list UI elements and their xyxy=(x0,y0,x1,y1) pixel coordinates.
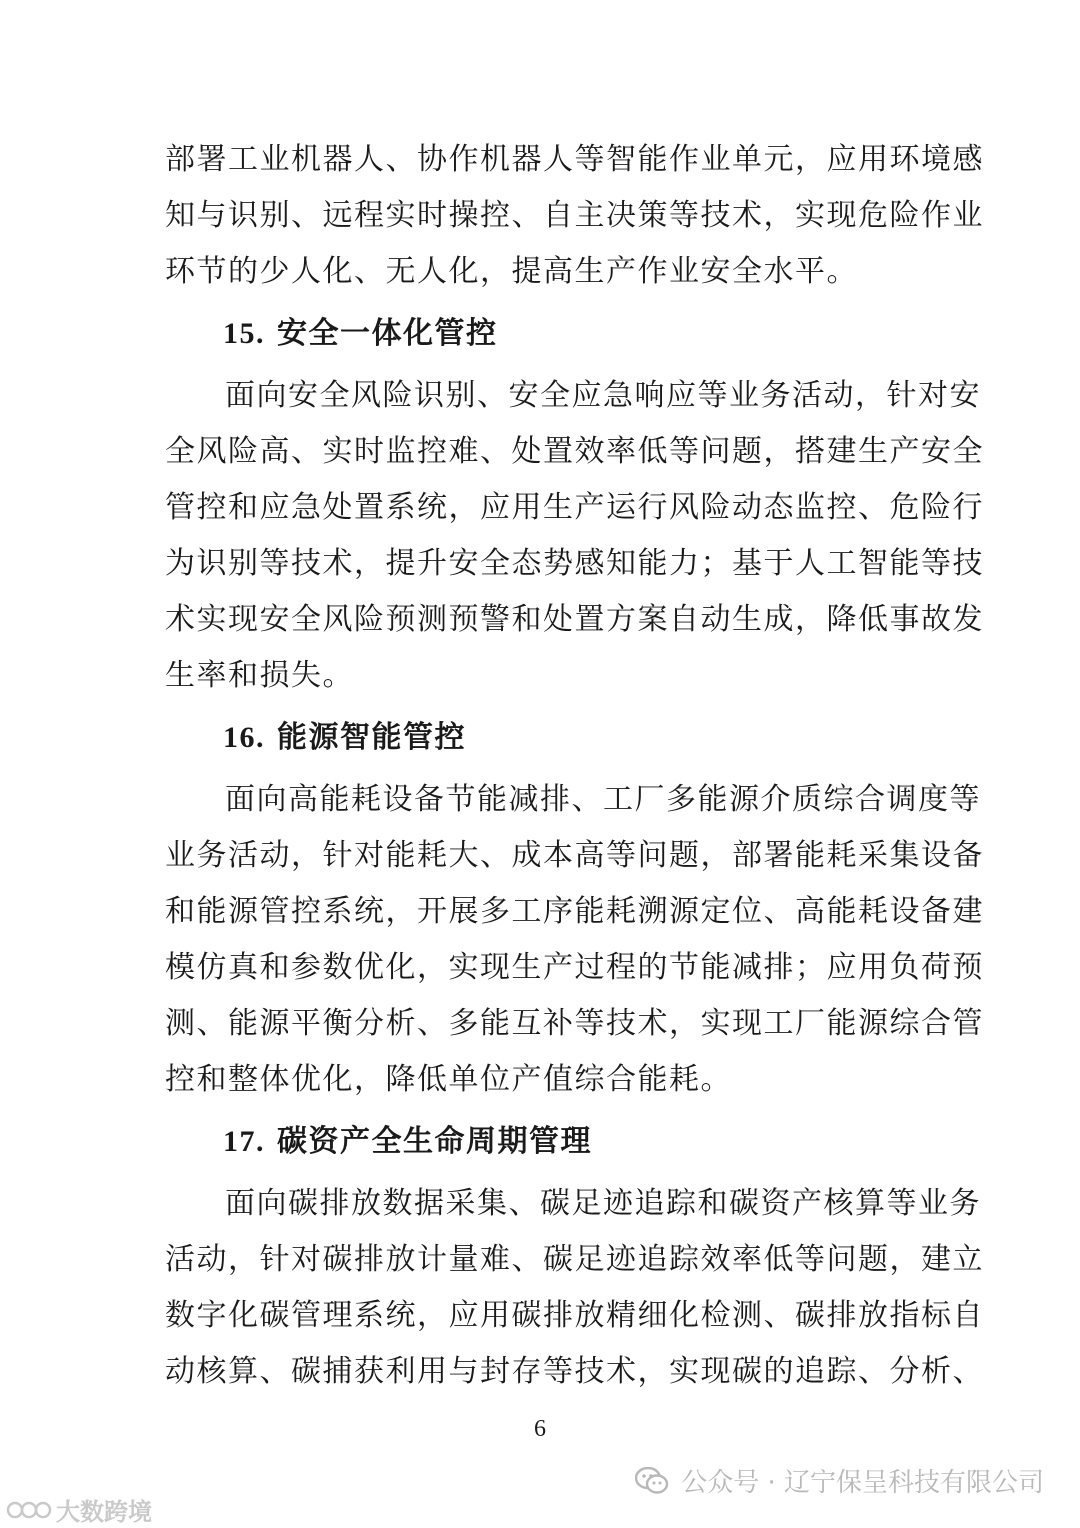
section-16-line-6: 控和整体优化，降低单位产值综合能耗。 xyxy=(165,1062,732,1097)
document-body xyxy=(165,132,984,1400)
section-15-heading xyxy=(165,306,917,362)
intro-line-3: 环节的少人化、无人化，提高生产作业安全水平。 xyxy=(165,254,858,289)
section-16-line-2: 业务活动，针对能耗大、成本高等问题，部署能耗采集设备 xyxy=(165,838,984,873)
section-15-line-3: 管控和应急处置系统，应用生产运行风险动态监控、危险行 xyxy=(165,490,984,525)
section-17-number: 17. xyxy=(223,1125,265,1158)
section-16-title: 能源智能管控 xyxy=(277,720,466,755)
section-17-title: 碳资产全生命周期管理 xyxy=(277,1124,592,1159)
intro-line-2: 知与识别、远程实时操控、自主决策等技术，实现危险作业 xyxy=(165,198,984,233)
watermark xyxy=(635,1462,1044,1499)
section-16-line-3: 和能源管控系统，开展多工序能耗溯源定位、高能耗设备建 xyxy=(165,894,984,929)
page-number: 6 xyxy=(534,1416,546,1442)
section-16-line-4: 模仿真和参数优化，实现生产过程的节能减排；应用负荷预 xyxy=(165,950,984,985)
section-16-line-5: 测、能源平衡分析、多能互补等技术，实现工厂能源综合管 xyxy=(165,1006,984,1041)
section-16-line-1: 面向高能耗设备节能减排、工厂多能源介质综合调度等 xyxy=(225,782,981,817)
section-15-title: 安全一体化管控 xyxy=(277,316,498,351)
section-17-line-3: 数字化碳管理系统，应用碳排放精细化检测、碳排放指标自 xyxy=(165,1298,984,1333)
section-17-line-2: 活动，针对碳排放计量难、碳足迹追踪效率低等问题，建立 xyxy=(165,1242,984,1277)
brand-logo-icon xyxy=(6,1498,52,1522)
intro-line-1: 部署工业机器人、协作机器人等智能作业单元，应用环境感 xyxy=(165,142,984,177)
section-17-line-1: 面向碳排放数据采集、碳足迹追踪和碳资产核算等业务 xyxy=(225,1186,981,1221)
section-17-heading xyxy=(165,1114,917,1170)
section-16-heading xyxy=(165,710,917,766)
corner-mark-text: 大数跨境 xyxy=(56,1498,152,1526)
section-17-line-4: 动核算、碳捕获利用与封存等技术，实现碳的追踪、分析、 xyxy=(165,1354,984,1389)
section-15-line-1: 面向安全风险识别、安全应急响应等业务活动，针对安 xyxy=(225,378,981,413)
watermark-text: 公众号 · 辽宁保呈科技有限公司 xyxy=(681,1468,1044,1498)
section-15-line-4: 为识别等技术，提升安全态势感知能力；基于人工智能等技 xyxy=(165,546,984,581)
section-15-line-6: 生率和损失。 xyxy=(165,658,354,693)
wechat-icon xyxy=(635,1467,669,1495)
section-15-line-5: 术实现安全风险预测预警和处置方案自动生成，降低事故发 xyxy=(165,602,984,637)
section-16-number: 16. xyxy=(223,721,265,754)
section-15-line-2: 全风险高、实时监控难、处置效率低等问题，搭建生产安全 xyxy=(165,434,984,469)
section-15-number: 15. xyxy=(223,317,265,350)
corner-mark xyxy=(6,1492,152,1527)
